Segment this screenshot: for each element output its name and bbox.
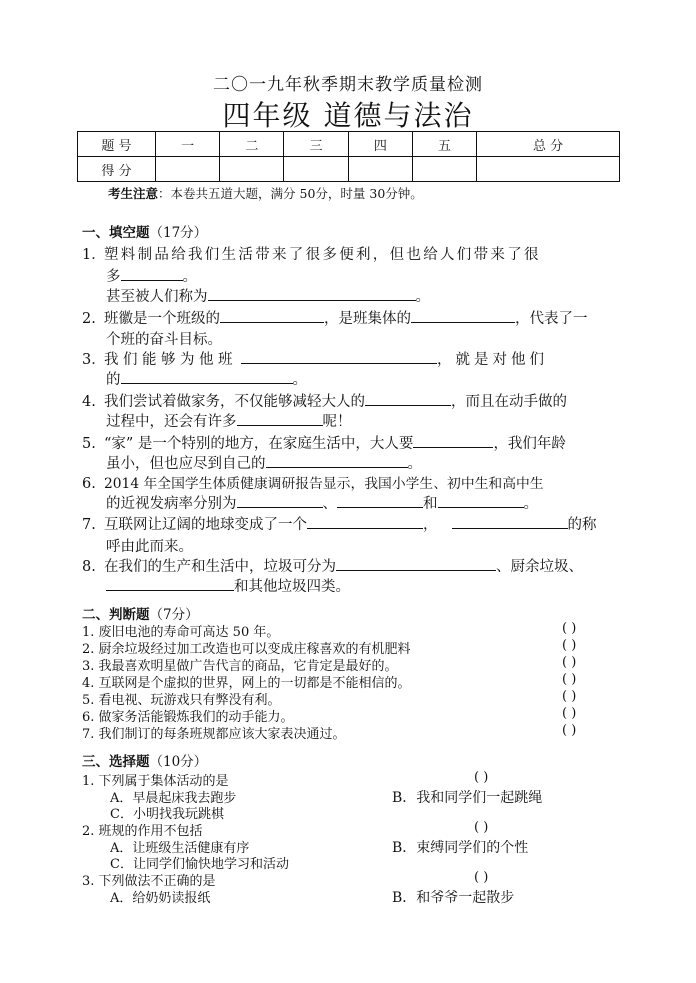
exam-title: 四年级 道德与法治 — [222, 99, 474, 132]
choice-option[interactable]: B．我和同学们一起跳绳 — [392, 790, 543, 806]
q-text: 。 — [292, 372, 307, 388]
fill-question-7-line2 — [106, 535, 193, 556]
score-row-label: 得 分 — [78, 157, 156, 182]
answer-blank[interactable] — [237, 493, 323, 508]
fill-question-1-line2 — [106, 265, 197, 286]
answer-parentheses[interactable]: ( ) — [562, 689, 577, 704]
section1-title: 一、填空题 — [82, 225, 150, 241]
q-text: 个班的奋斗目标。 — [106, 332, 222, 348]
score-input-cell[interactable] — [412, 157, 476, 182]
fill-question-1-line3 — [106, 285, 430, 306]
q-text: 、厨余垃圾、 — [496, 559, 583, 575]
q-text: 甚至被人们称为 — [106, 289, 208, 305]
q-text: 过程中，还会有许多 — [106, 414, 237, 430]
q-text: 塑料制品给我们生活带来了很多便利，但也给人们带来了很 — [104, 247, 541, 263]
fill-question-1 — [82, 243, 541, 264]
answer-blank[interactable] — [208, 286, 416, 301]
notice-label: 考生注意 — [108, 186, 159, 201]
q-text: 呼由此而来。 — [106, 539, 193, 555]
judge-item: 3. 我最喜欢明星做广告代言的商品，它肯定是最好的。 — [82, 659, 398, 674]
choice-question-stem: 3. 下列做法不正确的是 — [82, 874, 216, 889]
choice-option[interactable]: C．小明找我玩跳棋 — [110, 807, 224, 822]
answer-blank[interactable] — [413, 433, 493, 448]
q-text: ，我们年龄 — [493, 436, 566, 452]
score-header-cell: 一 — [156, 132, 220, 157]
fill-question-2-line2 — [106, 328, 222, 349]
q-text: 的近视发病率分别为 — [106, 496, 237, 512]
answer-parentheses[interactable]: ( ) — [474, 820, 489, 835]
choice-option[interactable]: A．给奶奶读报纸 — [110, 891, 211, 906]
notice-text: ：本卷共五道大题，满分 50分，时量 30分钟。 — [158, 186, 423, 201]
answer-blank[interactable] — [337, 493, 423, 508]
section2-title: 二、判断题 — [82, 607, 150, 623]
choice-option[interactable]: A．早晨起床我去跑步 — [110, 791, 237, 806]
score-header-cell: 四 — [348, 132, 412, 157]
q-text: ， — [423, 517, 438, 533]
section2-heading — [82, 603, 199, 623]
q-text: 。 — [182, 269, 197, 285]
q-text: 在我们的生产和生活中，垃圾可分为 — [104, 559, 336, 575]
answer-blank[interactable] — [411, 308, 515, 323]
q-text: 。 — [407, 456, 422, 472]
judge-item: 2. 厨余垃圾经过加工改造也可以变成庄稼喜欢的有机肥料 — [82, 642, 411, 657]
fill-question-6-line2 — [106, 492, 538, 513]
section1-points: （17分） — [149, 225, 208, 241]
score-header-cell: 二 — [220, 132, 284, 157]
q-number: 2. — [82, 311, 96, 327]
answer-parentheses[interactable]: ( ) — [562, 621, 577, 636]
score-input-cell[interactable] — [156, 157, 220, 182]
answer-blank[interactable] — [241, 349, 437, 364]
score-input-cell[interactable] — [477, 157, 620, 182]
q-text: ，是班集体的 — [324, 311, 411, 327]
fill-question-7 — [82, 513, 597, 534]
answer-parentheses[interactable]: ( ) — [562, 723, 577, 738]
section3-heading — [82, 750, 207, 770]
score-input-cell[interactable] — [284, 157, 348, 182]
score-header-cell: 五 — [412, 132, 476, 157]
q-text: “家” 是一个特别的地方，在家庭生活中，大人要 — [104, 436, 414, 452]
answer-blank[interactable] — [106, 576, 234, 591]
answer-parentheses[interactable]: ( ) — [562, 655, 577, 670]
section3-points: （10分） — [149, 754, 208, 770]
score-table-header-row — [78, 132, 620, 157]
fill-question-8 — [82, 555, 583, 576]
q-text: 互联网让辽阔的地球变成了一个 — [104, 517, 307, 533]
answer-parentheses[interactable]: ( ) — [474, 870, 489, 885]
fill-question-3-line2 — [106, 368, 307, 389]
q-text: 。 — [523, 496, 538, 512]
q-text: ，就是对他们 — [437, 352, 548, 368]
score-input-cell[interactable] — [220, 157, 284, 182]
q-number: 5. — [82, 436, 96, 452]
fill-question-5 — [82, 432, 566, 453]
fill-question-4-line2 — [106, 410, 352, 431]
choice-option[interactable]: B．束缚同学们的个性 — [392, 840, 529, 856]
q-text: 。 — [415, 289, 430, 305]
score-input-cell[interactable] — [348, 157, 412, 182]
section2-points: （7分） — [149, 607, 199, 623]
exam-subtitle: 二〇一九年秋季期末教学质量检测 — [213, 75, 483, 95]
answer-blank[interactable] — [121, 266, 183, 281]
q-text: ，而且在动手做的 — [451, 394, 567, 410]
answer-blank[interactable] — [452, 514, 568, 529]
fill-question-2 — [82, 307, 588, 328]
judge-item: 1. 废旧电池的寿命可高达 50 年。 — [82, 625, 280, 640]
fill-question-4 — [82, 390, 567, 411]
q-text: ，代表了一 — [515, 311, 588, 327]
choice-option[interactable]: A．让班级生活健康有序 — [110, 841, 250, 856]
exam-notice — [108, 184, 423, 202]
choice-question-stem: 2. 班规的作用不包括 — [82, 824, 203, 839]
score-table — [77, 131, 620, 182]
q-number: 3． — [82, 352, 106, 368]
q-text: 和其他垃圾四类。 — [234, 579, 350, 595]
answer-blank[interactable] — [266, 453, 408, 468]
q-text: 多 — [106, 269, 121, 285]
judge-item: 6. 做家务活能锻炼我们的动手能力。 — [82, 710, 294, 725]
q-text: 2014 年全国学生体质健康调研报告显示，我国小学生、初中生和高中生 — [104, 476, 544, 492]
choice-option[interactable]: C．让同学们愉快地学习和活动 — [110, 857, 289, 872]
q-number: 7. — [82, 517, 96, 533]
q-text: 的 — [106, 372, 121, 388]
score-header-cell: 题 号 — [78, 132, 156, 157]
judge-item: 5. 看电视、玩游戏只有弊没有利。 — [82, 693, 281, 708]
section3-title: 三、选择题 — [82, 754, 150, 770]
fill-question-3 — [82, 348, 548, 369]
fill-question-6 — [82, 472, 544, 492]
q-number: 6. — [82, 476, 96, 492]
answer-blank[interactable] — [121, 369, 293, 384]
q-number: 4. — [82, 394, 96, 410]
score-header-cell: 总 分 — [477, 132, 620, 157]
q-number: 8. — [82, 559, 96, 575]
answer-parentheses[interactable]: ( ) — [474, 770, 489, 785]
fill-question-5-line2 — [106, 452, 422, 473]
score-header-cell: 三 — [284, 132, 348, 157]
answer-blank[interactable] — [365, 391, 451, 406]
judge-item: 4. 互联网是个虚拟的世界，网上的一切都是不能相信的。 — [82, 676, 411, 691]
q-text: 班徽是一个班级的 — [104, 311, 220, 327]
judge-item: 7. 我们制订的每条班规都应该大家表决通过。 — [82, 727, 346, 742]
answer-blank[interactable] — [336, 556, 496, 571]
q-text: 我们尝试着做家务，不仅能够减轻大人的 — [104, 394, 365, 410]
answer-blank[interactable] — [307, 514, 423, 529]
q-text: 和 — [423, 496, 438, 512]
answer-blank[interactable] — [237, 411, 323, 426]
section1-heading — [82, 221, 207, 241]
q-text: 、 — [322, 496, 337, 512]
score-table-score-row — [78, 157, 620, 182]
q-number: 1． — [82, 247, 106, 263]
answer-parentheses[interactable]: ( ) — [562, 672, 577, 687]
q-text: 虽小，但也应尽到自己的 — [106, 456, 266, 472]
answer-parentheses[interactable]: ( ) — [562, 706, 577, 721]
choice-option[interactable]: B．和爷爷一起散步 — [392, 890, 515, 906]
answer-parentheses[interactable]: ( ) — [562, 638, 577, 653]
q-text: 我们能够为他班 — [104, 352, 237, 368]
choice-question-stem: 1. 下列属于集体活动的是 — [82, 774, 229, 789]
answer-blank[interactable] — [438, 493, 524, 508]
answer-blank[interactable] — [220, 308, 324, 323]
q-text: 呢！ — [322, 414, 352, 430]
fill-question-8-line2 — [106, 575, 350, 596]
q-text: 的称 — [567, 517, 597, 533]
